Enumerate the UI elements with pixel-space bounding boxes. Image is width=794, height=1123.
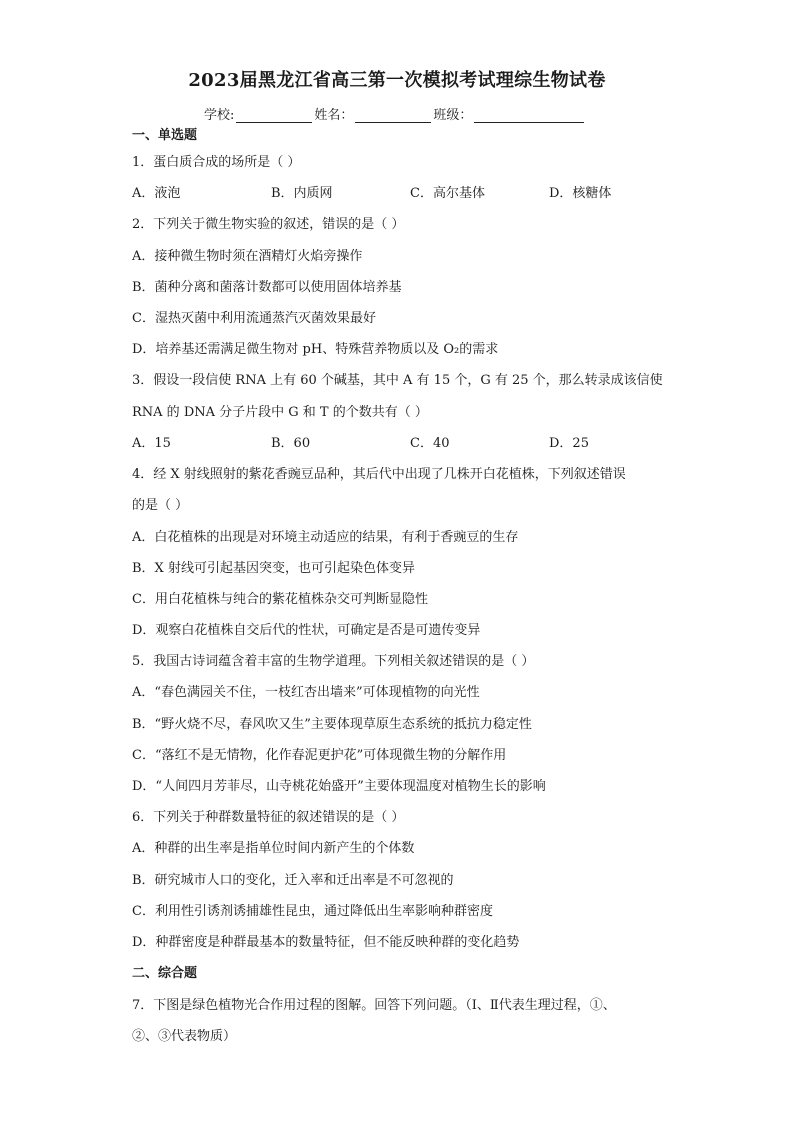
option-c[interactable]: C．利用性引诱剂诱捕雄性昆虫，通过降低出生率影响种群密度 <box>132 904 493 919</box>
question-7-stem-line-2: ②、③代表物质） <box>132 1029 237 1044</box>
option-a[interactable]: A．“春色满园关不住，一枝红杏出墙来”可体现植物的向光性 <box>132 685 480 700</box>
name-label: 姓名： <box>314 108 354 123</box>
page-title: 2023届黑龙江省高三第一次模拟考试理综生物试卷 <box>188 70 606 91</box>
option-d[interactable]: D．培养基还需满足微生物对 pH、特殊营养物质以及 O₂的需求 <box>132 342 499 357</box>
question-4-stem-line-1: 4．经 X 射线照射的紫花香豌豆品种，其后代中出现了几株开白花植株，下列叙述错误 <box>132 467 626 482</box>
option-b[interactable]: B．菌种分离和菌落计数都可以使用固体培养基 <box>132 280 402 295</box>
option-c[interactable]: C．用白花植株与纯合的紫花植株杂交可判断显隐性 <box>132 592 428 607</box>
option-c[interactable]: C．湿热灭菌中利用流通蒸汽灭菌效果最好 <box>132 311 376 326</box>
question-6-stem: 6．下列关于种群数量特征的叙述错误的是（ ） <box>132 810 405 825</box>
section-heading-single-choice: 一、单选题 <box>132 128 198 143</box>
option-a[interactable]: A．液泡 <box>132 186 181 201</box>
question-5-stem: 5．我国古诗词蕴含着丰富的生物学道理。下列相关叙述错误的是（ ） <box>132 654 535 669</box>
option-a[interactable]: A．白花植株的出现是对环境主动适应的结果，有利于香豌豆的生存 <box>132 530 519 545</box>
option-b[interactable]: B．“野火烧不尽，春风吹又生”主要体现草原生态系统的抵抗力稳定性 <box>132 717 532 732</box>
school-label: 学校: <box>204 108 235 123</box>
question-1-stem: 1．蛋白质合成的场所是（ ） <box>132 155 301 170</box>
class-label: 班级： <box>433 108 473 123</box>
option-d[interactable]: D．“人间四月芳菲尽，山寺桃花始盛开”主要体现温度对植物生长的影响 <box>132 779 546 794</box>
student-info-row <box>204 104 586 123</box>
option-d[interactable]: D．种群密度是种群最基本的数量特征，但不能反映种群的变化趋势 <box>132 935 520 950</box>
option-d[interactable]: D．核糖体 <box>549 186 612 201</box>
option-a[interactable]: A．接种微生物时须在酒精灯火焰旁操作 <box>132 249 363 264</box>
option-c[interactable]: C．高尔基体 <box>410 186 485 201</box>
class-blank[interactable] <box>474 108 584 123</box>
name-blank[interactable] <box>355 108 431 123</box>
question-4-stem-line-2: 的是（ ） <box>132 498 189 513</box>
option-b[interactable]: B．研究城市人口的变化，迁入率和迁出率是不可忽视的 <box>132 873 454 888</box>
option-c[interactable]: C．“落红不是无情物，化作春泥更护花”可体现微生物的分解作用 <box>132 748 507 763</box>
question-7-stem-line-1: 7．下图是绿色植物光合作用过程的图解。回答下列问题。（Ⅰ、Ⅱ代表生理过程，①、 <box>132 998 616 1013</box>
option-b[interactable]: B．X 射线可引起基因突变，也可引起染色体变异 <box>132 561 415 576</box>
question-3-stem-line-1: 3．假设一段信使 RNA 上有 60 个碱基，其中 A 有 15 个，G 有 25 个，那么转录成该信使 <box>132 373 663 388</box>
option-c[interactable]: C．40 <box>410 436 450 451</box>
option-d[interactable]: D．观察白花植株自交后代的性状，可确定是否是可遗传变异 <box>132 623 481 638</box>
school-blank[interactable] <box>236 108 312 123</box>
option-b[interactable]: B．内质网 <box>271 186 333 201</box>
option-b[interactable]: B．60 <box>271 436 311 451</box>
option-a[interactable]: A．15 <box>132 436 171 451</box>
question-2-stem: 2．下列关于微生物实验的叙述，错误的是（ ） <box>132 217 405 232</box>
section-heading-comprehensive: 二、综合题 <box>132 966 198 981</box>
option-d[interactable]: D．25 <box>549 436 589 451</box>
option-a[interactable]: A．种群的出生率是指单位时间内新产生的个体数 <box>132 841 415 856</box>
question-3-stem-line-2: RNA 的 DNA 分子片段中 G 和 T 的个数共有（ ） <box>132 405 428 420</box>
